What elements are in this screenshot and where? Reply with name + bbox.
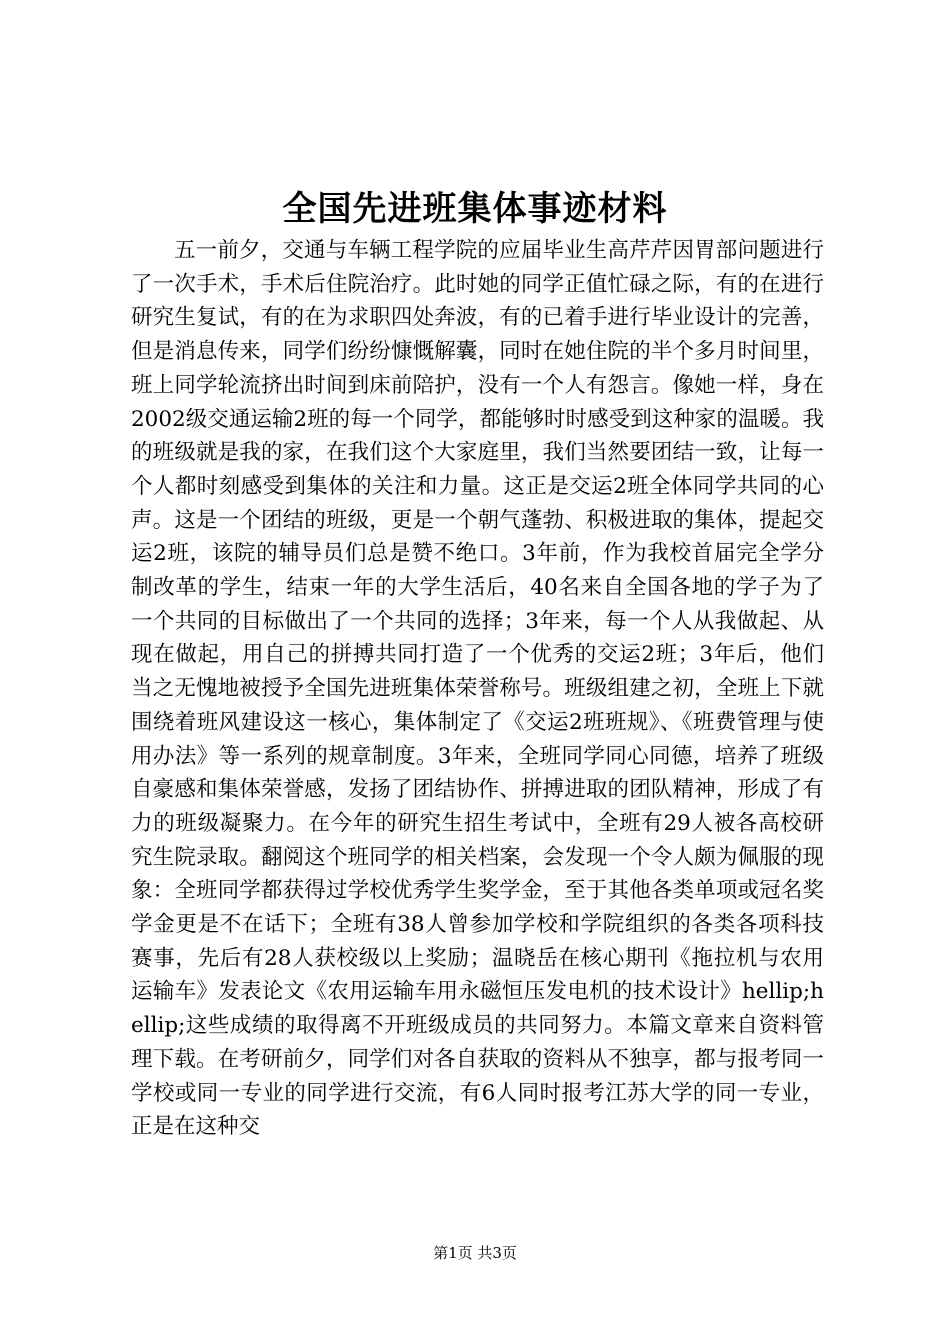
page-number-footer: 第1页 共3页 bbox=[433, 1244, 517, 1262]
document-title: 全国先进班集体事迹材料 bbox=[282, 189, 668, 229]
document-body-paragraph: 五一前夕，交通与车辆工程学院的应届毕业生高芹芹因胃部问题进行了一次手术，手术后住院治疗。此时她的同学正值忙碌之际，有的在进行研究生复试，有的在为求职四处奔波，有的已着手进行毕业设计的完善，但是消息传来，同学们纷纷慷慨解囊，同时在她住院的半个多月时间里，班上同学轮流挤出时间到床前陪护，没有一个人有怨言。像她一样，身在2002级交通运输2班的每一个同学，都能够时时感受到这种家的温暖。我的班级就是我的家，在我们这个大家庭里，我们当然要团结一致，让每一个人都时刻感受到集体的关注和力量。这正是交运2班全体同学共同的心声。这是一个团结的班级，更是一个朝气蓬勃、积极进取的集体，提起交运2班，该院的辅导员们总是赞不绝口。3年前，作为我校首届完全学分制改革的学生，结束一年的大学生活后，40名来自全国各地的学子为了一个共同的目标做出了一个共同的选择；3年来，每一个人从我做起、从现在做起，用自己的拼搏共同打造了一个优秀的交运2班；3年后，他们当之无愧地被授予全国先进班集体荣誉称号。班级组建之初，全班上下就围绕着班风建设这一核心，集体制定了《交运2班班规》、《班费管理与使用办法》等一系列的规章制度。3年来，全班同学同心同德，培养了班级自豪感和集体荣誉感，发扬了团结协作、拼搏进取的团队精神，形成了有力的班级凝聚力。在今年的研究生招生考试中，全班有29人被各高校研究生院录取。翻阅这个班同学的相关档案，会发现一个令人颇为佩服的现象：全班同学都获得过学校优秀学生奖学金，至于其他各类单项或冠名奖学金更是不在话下；全班有38人曾参加学校和学院组织的各类各项科技赛事，先后有28人获校级以上奖励；温晓岳在核心期刊《拖拉机与农用运输车》发表论文《农用运输车用永磁恒压发电机的技术设计》hellip;hellip;这些成绩的取得离不开班级成员的共同努力。本篇文章来自资料管理下载。在考研前夕，同学们对各自获取的资料从不独享，都与报考同一学校或同一专业的同学进行交流，有6人同时报考江苏大学的同一专业，正是在这种交 bbox=[131, 238, 824, 1140]
